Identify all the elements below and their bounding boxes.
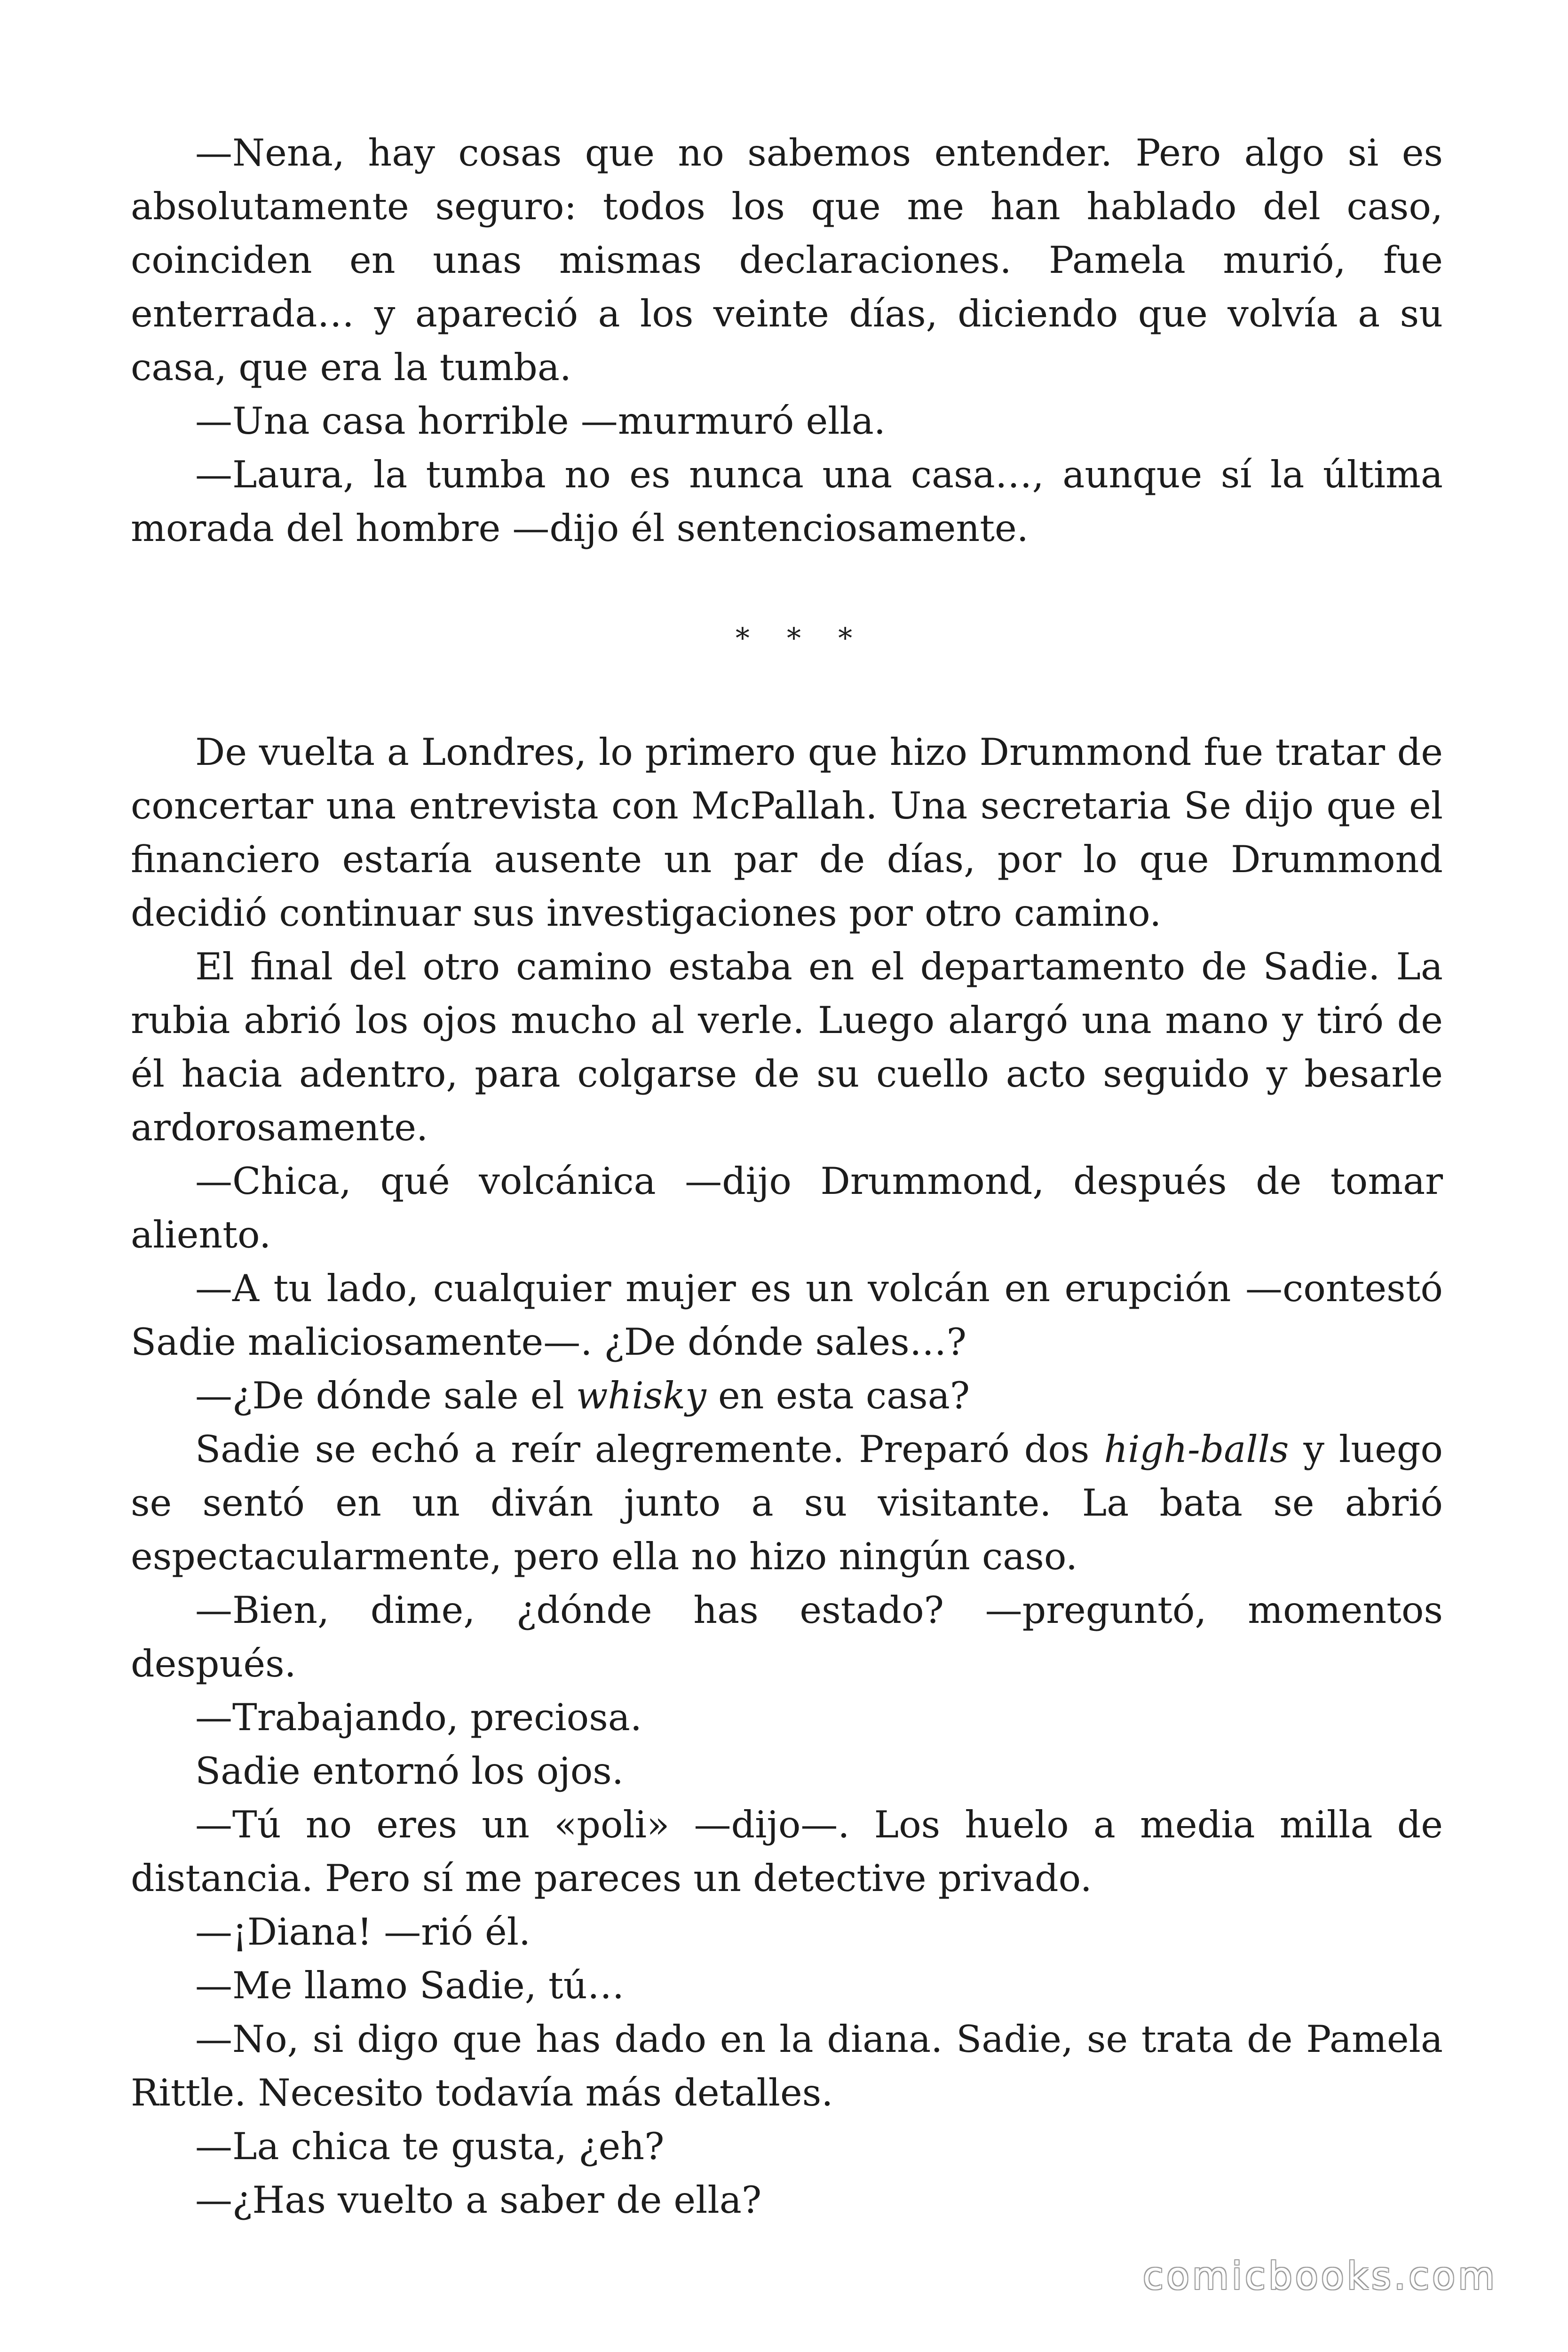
paragraph: —A tu lado, cualquier mujer es un volcán en erupción —contestó Sadie maliciosamente—. ¿De dónde sales…? <box>131 1267 1443 1364</box>
paragraph <box>131 1422 1443 1583</box>
paragraph: Sadie entornó los ojos. <box>195 1749 624 1793</box>
paragraph: —Una casa horrible —murmuró ella. <box>195 399 886 443</box>
section-before-break <box>131 126 1443 555</box>
paragraph: —Trabajando, preciosa. <box>195 1696 642 1739</box>
text-run: en esta casa? <box>706 1374 970 1417</box>
section-break: * * * <box>735 622 867 655</box>
text-run: —¿De dónde sale el <box>195 1374 576 1417</box>
section-after-break <box>131 725 1443 2227</box>
paragraph: —¿Has vuelto a saber de ella? <box>195 2178 762 2222</box>
paragraph: —Bien, dime, ¿dónde has estado? —preguntó, momentos después. <box>131 1589 1443 1685</box>
text-run: Sadie se echó a reír alegremente. Preparó dos <box>195 1428 1104 1471</box>
paragraph: —Laura, la tumba no es nunca una casa…, aunque sí la última morada del hombre —dijo él sentenciosamente. <box>131 453 1443 550</box>
paragraph: —La chica te gusta, ¿eh? <box>195 2125 665 2168</box>
italic-text: whisky <box>576 1374 706 1417</box>
italic-text: high-balls <box>1104 1428 1289 1471</box>
paragraph: De vuelta a Londres, lo primero que hizo Drummond fue tratar de concertar una entrevista con McPallah. Una secretaria Se dijo que el financiero estaría ausente un par de días, por lo que Drummond decidió continuar sus investigaciones por otro camino. <box>131 731 1443 935</box>
paragraph: —Chica, qué volcánica —dijo Drummond, después de tomar aliento. <box>131 1160 1443 1256</box>
book-page <box>131 126 1443 2227</box>
text-run: y luego se sentó en un diván junto a su visitante. La bata se abrió espectacularmente, pero ella no hizo ningún caso. <box>131 1428 1443 1578</box>
paragraph: El final del otro camino estaba en el departamento de Sadie. La rubia abrió los ojos mucho al verle. Luego alargó una mano y tiró de él hacia adentro, para colgarse de su cuello acto seguido y besarle ardorosamente. <box>131 945 1443 1149</box>
paragraph: —Tú no eres un «poli» —dijo—. Los huelo a media milla de distancia. Pero sí me pareces un detective privado. <box>131 1803 1443 1900</box>
paragraph: —¡Diana! —rió él. <box>195 1910 531 1954</box>
paragraph <box>131 1369 1443 1422</box>
paragraph: —Me llamo Sadie, tú… <box>195 1964 625 2007</box>
paragraph: —No, si digo que has dado en la diana. Sadie, se trata de Pamela Rittle. Necesito todavía más detalles. <box>131 2018 1443 2114</box>
paragraph: —Nena, hay cosas que no sabemos entender. Pero algo si es absolutamente seguro: todos los que me han hablado del caso, coinciden en unas mismas declaraciones. Pamela murió, fue enterrada… y apareció a los veinte días, diciendo que volvía a su casa, que era la tumba. <box>131 131 1443 389</box>
watermark: comicbooks.com <box>1142 2254 1497 2298</box>
